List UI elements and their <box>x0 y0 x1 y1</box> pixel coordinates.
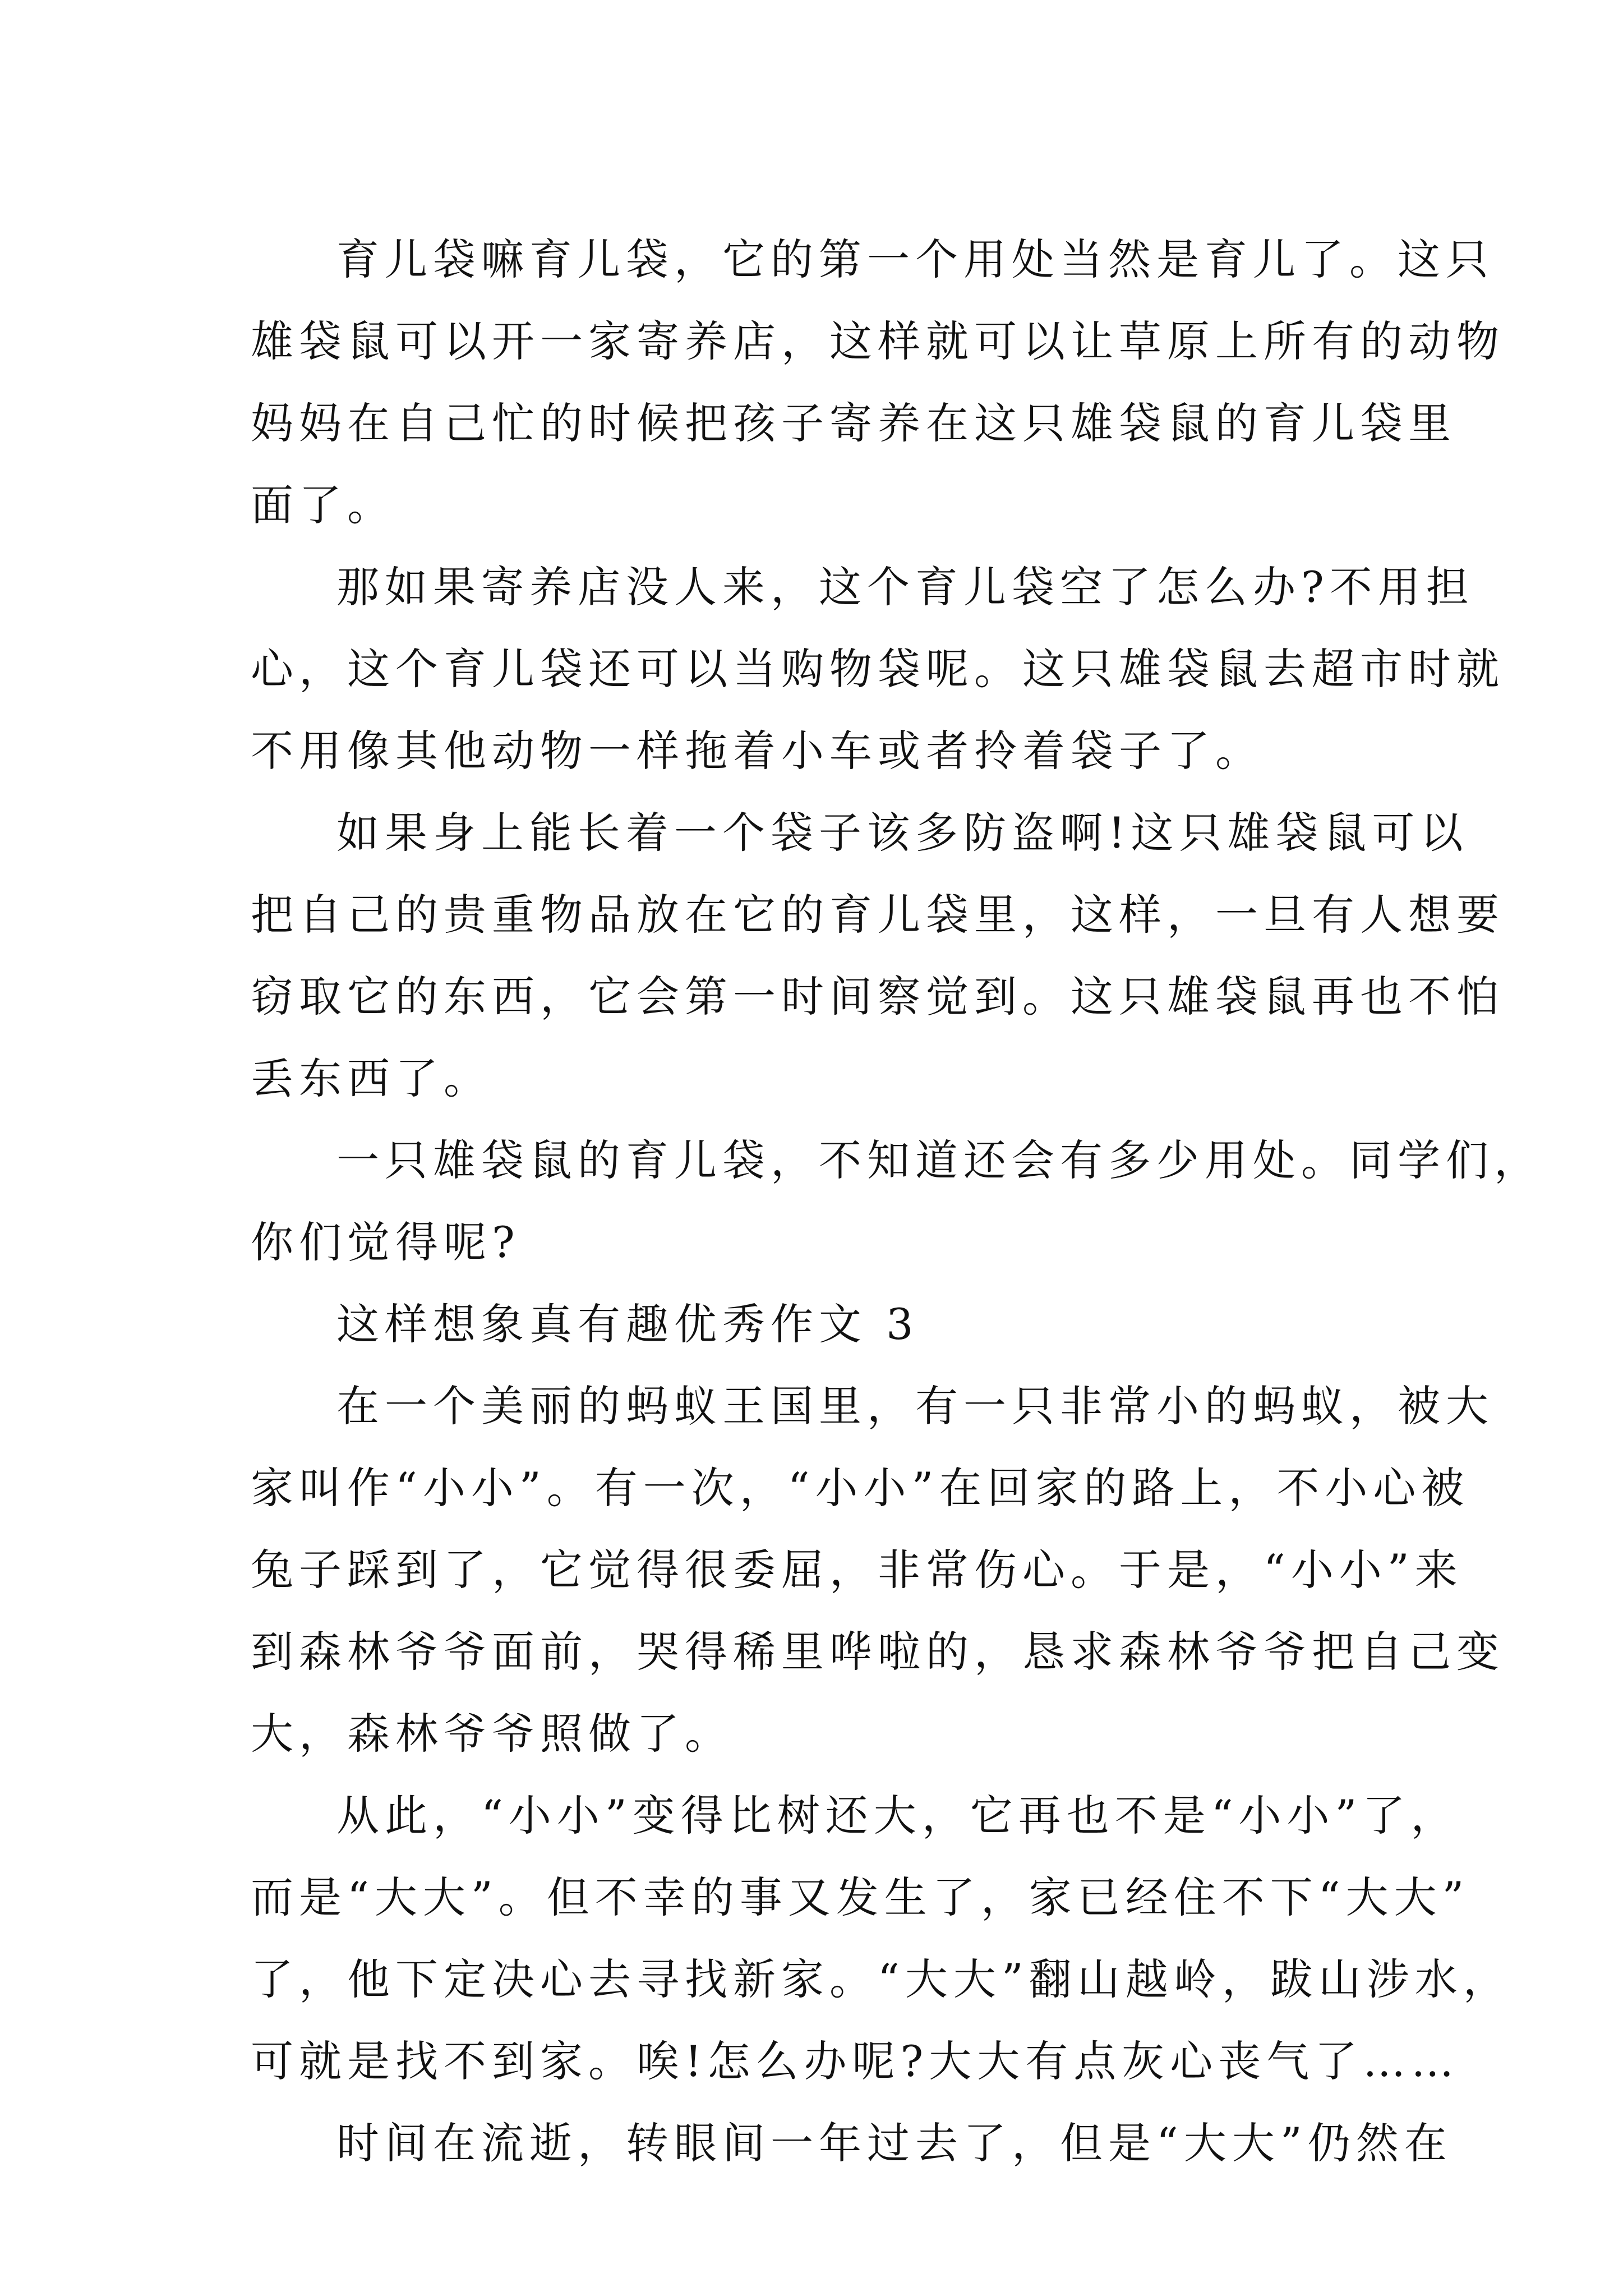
text-line: 妈妈在自己忙的时候把孩子寄养在这只雄袋鼠的育儿袋里 <box>251 398 1456 448</box>
text-line: 在一个美丽的蚂蚁王国里，有一只非常小的蚂蚁，被大 <box>336 1381 1494 1431</box>
text-line: 了，他下定决心去寻找新家。“大大”翻山越岭，跋山涉水， <box>251 1954 1511 2004</box>
text-line: 不用像其他动物一样拖着小车或者拎着袋子了。 <box>251 726 1264 776</box>
text-line: 雄袋鼠可以开一家寄养店，这样就可以让草原上所有的动物 <box>251 316 1505 366</box>
text-line: 而是“大大”。但不幸的事又发生了，家已经住不下“大大” <box>251 1872 1470 1922</box>
text-line: 面了。 <box>251 480 395 530</box>
text-line: 时间在流逝，转眼间一年过去了，但是“大大”仍然在 <box>336 2118 1453 2168</box>
section-heading: 这样想象真有趣优秀作文 3 <box>336 1299 919 1349</box>
text-line: 兔子踩到了，它觉得很委屈，非常伤心。于是，“小小”来 <box>251 1545 1463 1595</box>
text-line: 可就是找不到家。唉!怎么办呢?大大有点灰心丧气了…… <box>251 2036 1460 2086</box>
text-line: 从此，“小小”变得比树还大，它再也不是“小小”了， <box>336 1791 1459 1841</box>
text-line: 丢东西了。 <box>251 1053 492 1103</box>
text-line: 窃取它的东西，它会第一时间察觉到。这只雄袋鼠再也不怕 <box>251 972 1505 1022</box>
text-line: 育儿袋嘛育儿袋，它的第一个用处当然是育儿了。这只 <box>336 234 1494 284</box>
text-line: 心，这个育儿袋还可以当购物袋呢。这只雄袋鼠去超市时就 <box>251 644 1505 694</box>
text-line: 家叫作“小小”。有一次，“小小”在回家的路上，不小心被 <box>251 1463 1470 1513</box>
text-line: 你们觉得呢? <box>251 1217 520 1267</box>
document-body <box>251 219 1542 2184</box>
text-line: 一只雄袋鼠的育儿袋，不知道还会有多少用处。同学们， <box>336 1135 1542 1185</box>
text-line: 那如果寄养店没人来，这个育儿袋空了怎么办?不用担 <box>336 562 1474 612</box>
text-line: 如果身上能长着一个袋子该多防盗啊!这只雄袋鼠可以 <box>336 808 1469 858</box>
text-line: 到森林爷爷面前，哭得稀里哗啦的，恳求森林爷爷把自己变 <box>251 1627 1505 1677</box>
text-line: 把自己的贵重物品放在它的育儿袋里，这样，一旦有人想要 <box>251 890 1505 940</box>
text-line: 大，森林爷爷照做了。 <box>251 1709 733 1759</box>
